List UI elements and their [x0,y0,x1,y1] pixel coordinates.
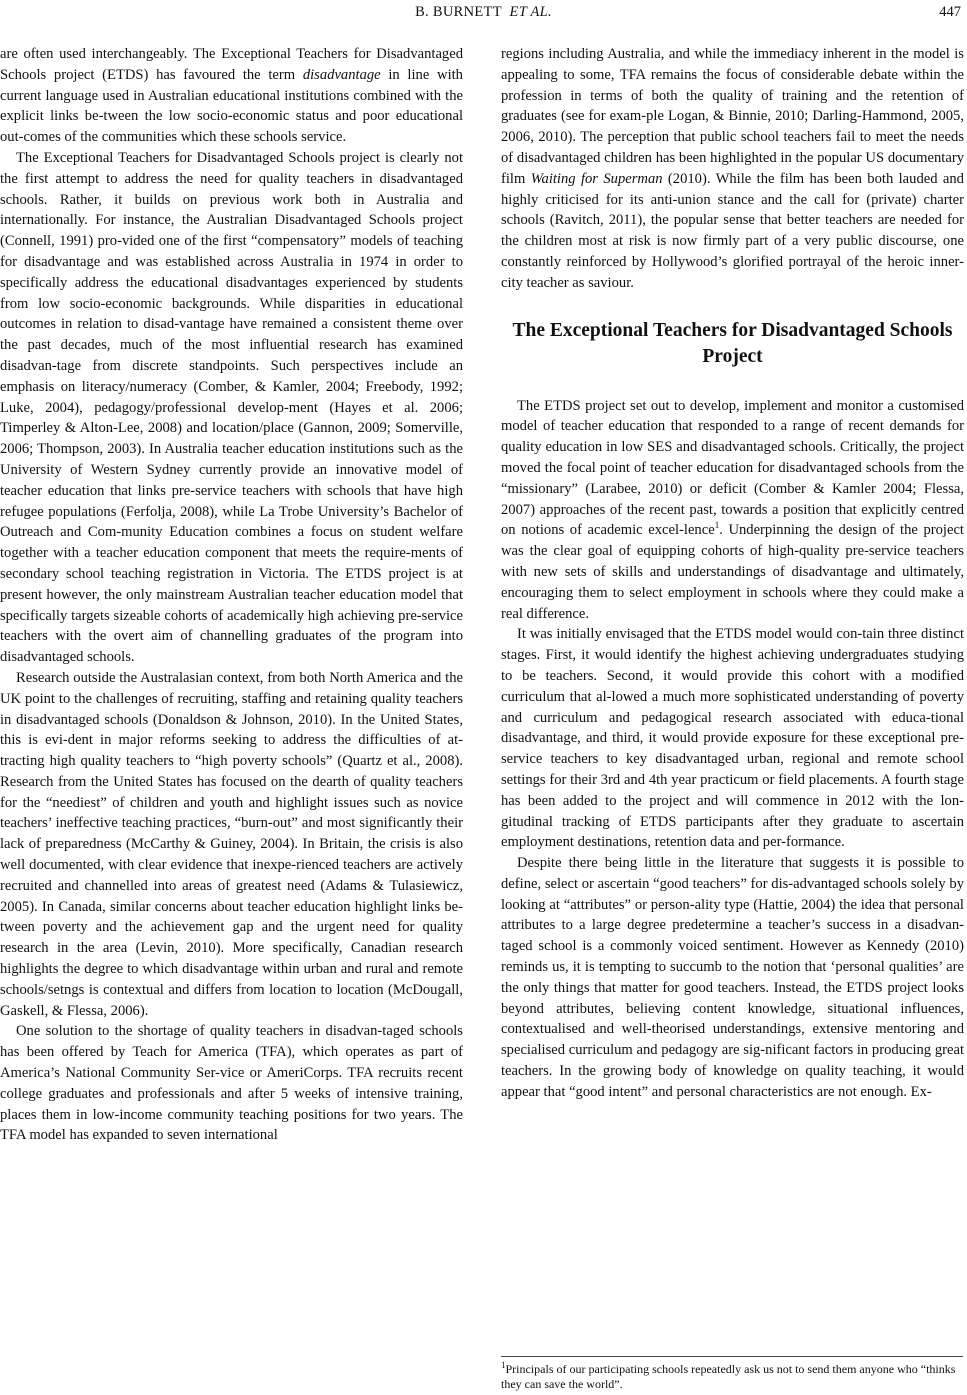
left-p1-emphasis: disadvantage [302,66,381,83]
right-p1-film-title: Waiting for Superman [530,170,663,187]
right-p1-text-b: (2010). While the film has been both lauded and highly criticised for its anti-union stance and the call for (private) charter schools (Ravitch, 2011), the popular sense that better teachers are needed for the children most at risk is now firmly part of a very public discourse, one constantly reinforced by Hollywood’s glorified portrayal of the heroic inner-city teacher as saviour. [501,170,964,291]
right-paragraph-4: Despite there being little in the literature that suggests it is possible to define, select or ascertain “good teachers” for dis-advantaged schools solely by looking at “attributes” or person-ality type (Hattie, 2004) the idea that personal attributes to a large degree predetermine a teacher’s success in a disadvan-taged school is a commonly voiced sentiment. However as Kennedy (2010) reminds us, it is tempting to succumb to the notion that ‘personal qualities’ are the only things that matter for good teachers. Instead, the ETDS project looks beyond attributes, believing content knowledge, situational influences, contextualised and well-theorised understandings, extensive mentoring and specialised curriculum and pedagogy are sig-nificant factors in producing great teachers. In the growing body of knowledge on quality teaching, it would appear that “good intent” and personal characteristics are not enough. Ex- [501,855,964,1100]
running-head-et-al: ET AL. [509,4,552,20]
footnote [501,1362,964,1392]
page-header [0,0,967,24]
footnote-divider [501,1356,963,1357]
footnote-reference[interactable]: 1 [714,520,720,531]
right-paragraph-1 [501,44,964,294]
left-p1-text-b: in line with current language used in Australian educational institutions combined with the explicit links be-tween the low socio-economic status and poor educational out-comes of the communities which these schools service. [0,66,463,146]
running-head [0,4,967,21]
right-p1-text-a: regions including Australia, and while the immediacy inherent in the model is appealing to some, TFA remains the focus of considerable debate within the profession in terms of both the quality of training and the retention of graduates (see for exam-ple Logan, & Binnie, 2010; Darling-Hammond, 2005, 2006, 2010). The perception that public school teachers fail to meet the needs of disadvantaged children has been highlighted in the popular US documentary film [501,46,964,187]
left-paragraph-3: Research outside the Australasian context, from both North America and the UK point to the challenges of recruiting, staffing and retaining quality teachers in disadvantaged schools (Donaldson & Johnson, 2010). In the United States, this is evi-dent in major reforms seeking to address the difficulties of at-tracting high quality teachers to “high poverty schools” (Quartz et al., 2008). Research from the United States has focused on the dearth of quality teachers for the “neediest” of children and youth and highlight issues such as novice teachers’ ineffective teaching practices, “burn-out” and most significantly their lack of preparedness (McCarthy & Guiney, 2004). In Britain, the crisis is also well documented, with clear evidence that inexpe-rienced teachers are actively recruited and channelled into areas of greatest need (Adams & Tulasiewicz, 2005). In Canada, similar concerns about teacher education highlight links be-tween poverty and the achievement gap and the urgent need for quality research in the area (Levin, 2010). More specifically, Canadian research highlights the degree to which disadvantage within urban and rural and remote schools/setngs is contextual and differs from location to location (McDougall, Gaskell, & Flessa, 2006). [0,669,463,1019]
right-column [501,44,964,1103]
left-paragraph-4: One solution to the shortage of quality teachers in disadvan-taged schools has been offered by Teach for America (TFA), which operates as part of America’s National Community Ser-vice or AmeriCorps. TFA recruits recent college graduates and professionals and after 5 weeks of intensive training, places them in low-income community teaching positions for two years. The TFA model has expanded to seven international [0,1023,463,1144]
left-paragraph-2: The Exceptional Teachers for Disadvantaged Schools project is clearly not the first attempt to address the need for quality teachers in disadvantaged schools. Rather, it builds on previous work both in Australia and internationally. For instance, the Australian Disadvantaged Schools project (Connell, 1991) pro-vided one of the first “compensatory” models of teaching for disadvantage and was established across Australia in 1974 in order to specifically address the educational disadvantages experienced by students from low socio-economic backgrounds. While disparities in educational outcomes in relation to disad-vantage have remained a consistent theme over the past decades, much of the most influential research has examined disadvan-tage from discrete standpoints. Such perspectives include an emphasis on literacy/numeracy (Comber, & Kamler, 2004; Freebody, 1992; Luke, 2004), pedagogy/professional develop-ment (Hayes et al. 2006; Timperley & Alton-Lee, 2008) and location/place (Gannon, 2009; Somerville, 2006; Thompson, 2003). In Australia teacher education institutions such as the University of Western Sydney currently provide an innovative model of teacher education that links pre-service teachers with schools that have high refugee populations (Ferfolja, 2008), while La Trobe University’s Bachelor of Outreach and Com-munity Education combines a focus on student welfare together with a teacher education component that meets the require-ments of secondary school teaching registration in Victoria. The ETDS project is at present however, the only mainstream Australian teacher education model that specifically targets sizeable cohorts of academically high achieving pre-service teachers with the overt aim of channelling graduates of the program into disadvantaged schools. [0,149,463,666]
left-column [0,44,463,1146]
left-p1-text-a: are often used interchangeably. The Exceptional Teachers for Disadvantaged Schools project (ETDS) has favoured the term [0,46,463,83]
right-paragraph-2 [501,396,964,625]
footnote-marker: 1 [501,1360,506,1370]
section-heading: The Exceptional Teachers for Disadvantaged Schools Project [512,319,953,367]
page-number: 447 [939,4,961,20]
left-paragraph-1 [0,44,463,148]
right-paragraph-3: It was initially envisaged that the ETDS model would con-tain three distinct stages. First, it would identify the highest achieving undergraduates studying to be teachers. Second, it would provide this cohort with a modified curriculum that al-lowed a much more sophisticated understanding of poverty and curriculum and pedagogical research associated with educa-tional disadvantage, and third, it would provide exposure for these exceptional pre-service teachers to key disadvantaged urban, regional and remote school settings for their 3rd and 4th year practicum or field placements. A fourth stage has been added to the project and will commence in 2012 with the lon-gitudinal tracking of ETDS participants after they graduate to ascertain employment destinations, retention data and per-formance. [501,626,964,851]
right-p2-text-b: . Underpinning the design of the project was the clear goal of equipping cohorts of high-quality pre-service teachers with new sets of skills and understandings of disadvantage and ultimately, encouraging them to select employment in schools where they could make a real difference. [501,522,964,622]
right-p2-text-a: The ETDS project set out to develop, implement and monitor a customised model of teacher education that responded to a range of recent demands for quality education in low SES and disadvantaged schools. Critically, the project moved the focal point of teacher education for disadvantaged schools from the “missionary” (Larabee, 2010) or deficit (Comber & Kamler 2004; Flessa, 2007) approaches of the recent past, towards a position that explicitly centred on notions of academic excel-lence [501,397,964,539]
running-head-authors: B. BURNETT [415,4,502,20]
footnote-text: Principals of our participating schools repeatedly ask us not to send them anyone who “thinks they can save the world”. [501,1362,956,1391]
